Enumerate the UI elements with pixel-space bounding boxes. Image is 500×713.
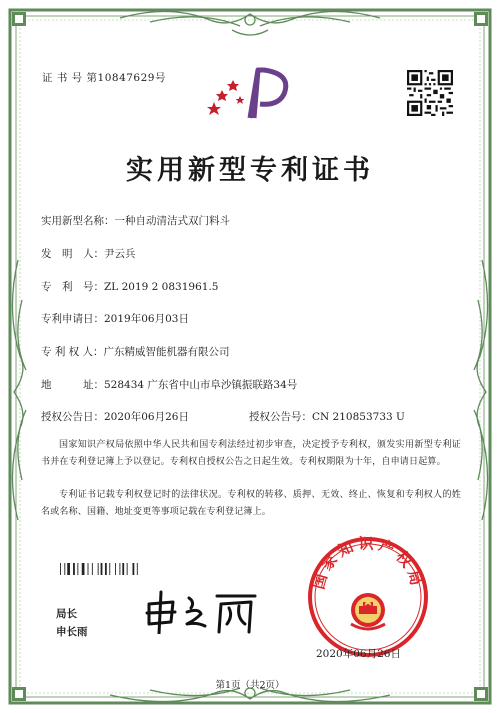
patent-number-value: ZL 2019 2 0831961.5 xyxy=(104,281,219,293)
patentee-value: 广东精威智能机器有限公司 xyxy=(103,346,230,358)
utility-model-name-row xyxy=(41,213,230,228)
address-row xyxy=(41,377,297,392)
inventor-row xyxy=(41,246,136,261)
director-name: 申长雨 xyxy=(56,626,88,638)
utility-model-name-label: 实用新型名称： xyxy=(41,215,115,227)
official-seal xyxy=(303,532,433,662)
cnipa-logo-icon xyxy=(200,64,296,122)
qr-code-icon xyxy=(407,70,453,116)
patent-number-label: 专 利 号： xyxy=(41,281,104,293)
filing-date-row xyxy=(41,311,189,326)
certificate-number-value: 第10847629号 xyxy=(86,72,166,84)
patentee-label: 专 利 权 人： xyxy=(41,346,104,358)
grant-date-value: 2020年06月26日 xyxy=(104,411,189,423)
svg-text:国家知识产权局 xyxy=(310,535,427,591)
director-title: 局长 xyxy=(56,608,77,620)
address-label: 地 址： xyxy=(41,379,104,391)
seal-text: 国家知识产权局 xyxy=(309,534,427,592)
certificate-title: 实用新型专利证书 xyxy=(126,155,374,186)
body-paragraph-2: 专利证书记载专利权登记时的法律状况。专利权的转移、质押、无效、终止、恢复和专利权人的姓名或名称、国籍、地址变更等事项记载在专利登记簿上。 xyxy=(41,490,461,517)
grant-number-value: CN 210853733 U xyxy=(312,411,405,423)
inventor-label: 发 明 人： xyxy=(41,248,104,260)
utility-model-name-value: 一种自动清洁式双门料斗 xyxy=(114,215,230,227)
grant-date-label: 授权公告日： xyxy=(41,411,104,423)
director-signature xyxy=(143,590,263,634)
grant-date-row xyxy=(41,409,189,424)
inventor-value: 尹云兵 xyxy=(104,248,136,260)
filing-date-value: 2019年06月03日 xyxy=(104,313,189,325)
seal-date: 2020年06月26日 xyxy=(316,648,401,660)
grant-number-label: 授权公告号： xyxy=(249,411,312,423)
certificate-number xyxy=(42,70,166,85)
page-number: 第1页（共2页） xyxy=(215,680,285,691)
patentee-row xyxy=(41,344,230,359)
barcode-icon xyxy=(60,563,160,575)
body-paragraph-1: 国家知识产权局依照中华人民共和国专利法经过初步审查，决定授予专利权，颁发实用新型专利证书并在专利登记簿上予以登记。专利权自授权公告之日起生效。专利权期限为十年，自申请日起算。 xyxy=(41,440,461,467)
address-value: 528434 广东省中山市阜沙镇振联路34号 xyxy=(104,379,298,391)
certificate-number-label: 证 书 号 xyxy=(42,72,83,84)
filing-date-label: 专利申请日： xyxy=(41,313,104,325)
grant-number-row xyxy=(249,409,405,424)
patent-number-row xyxy=(41,279,218,294)
